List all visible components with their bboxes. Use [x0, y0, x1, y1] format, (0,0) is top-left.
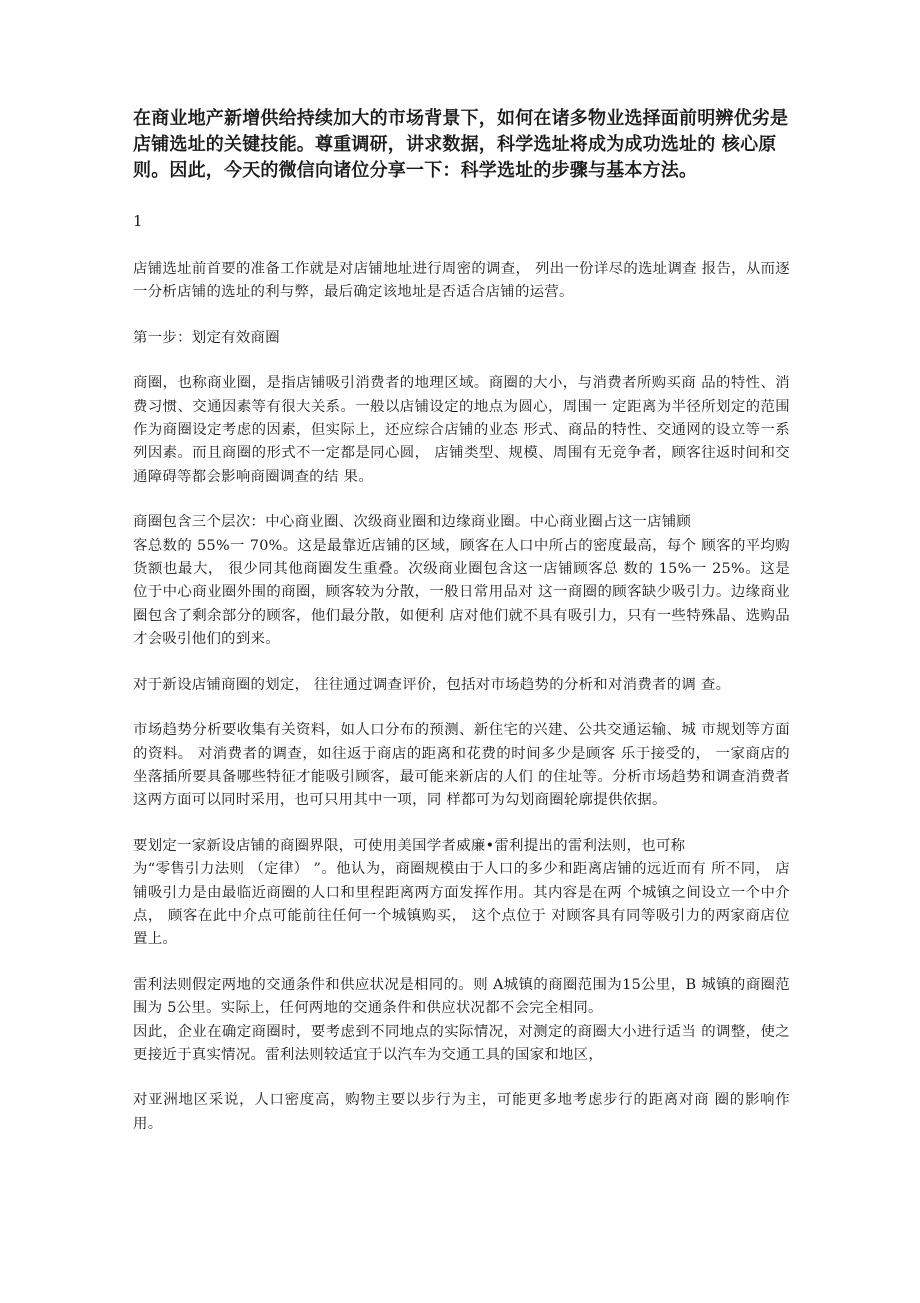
paragraph-trade-area-definition: 商圈，也称商业圈，是指店铺吸引消费者的地理区域。商圈的大小，与消费者所购买商 品的特性、消费习惯、交通因素等有很大关系。一般以店铺设定的地点为圆心，周围一 定距离为半径所划定的范围作为商圈设定考虑的因素，但实际上，还应综合店铺的业态 形式、商品的特性、交通网的设立等一系列因素。而且商圈的形式不一定都是同心圆， 店铺类型、规模、周围有无竞争者，顾客往返时间和交通障碍等都会影响商圈调查的结 果。 — [133, 375, 790, 485]
paragraph-three-levels-detail: 客总数的 55%一 70%。这是最靠近店铺的区域，顾客在人口中所占的密度最高，每个 顾客的平均购货额也最大， 很少同其他商圈发生重叠。次级商业圈包含这一店铺顾客总 数的 15%一 25%。这是位于中心商业圈外围的商圈，顾客较为分散，一般日常用品对 这一商圈的顾客缺少吸引力。边缘商业圈包含了剩余部分的顾客，他们最分散，如便利 店对他们就不具有吸引力，只有一些特殊晶、选购品才会吸引他们的到来。 — [133, 537, 790, 648]
paragraph-new-store-delineation: 对于新设店铺商圈的划定， 往往通过调查评价，包括对市场趋势的分析和对消费者的调 查。 — [133, 676, 731, 693]
paragraph-adjustment: 因此，企业在确定商圈时，要考虑到不同地点的实际情况，对测定的商圈大小进行适当 的调整，使之更接近于真实情况。雷利法则较适宜于以汽车为交通工具的国家和地区， — [133, 1023, 790, 1063]
paragraph-preparation: 店铺选址前首要的准备工作就是对店铺地址进行周密的调查， 列出一份详尽的选址调查 报告，从而逐一分析店铺的选址的利与弊，最后确定该地址是否适合店铺的运营。 — [133, 261, 790, 301]
paragraph-retail-gravitation-law: 为“零售引力法则 （定律） ”。他认为，商圈规模由于人口的多少和距离店铺的远近而有 所不同， 店铺吸引力是由最临近商圈的人口和里程距离两方面发挥作用。其内容是在两 个城镇之间设立一个中介点， 顾客在此中介点可能前往任何一个城镇购买， 这个点位于 对顾客具有同等吸引力的两家商店位置上。 — [133, 861, 790, 948]
paragraph-asia-note: 对亚洲地区采说，人口密度高，购物主要以步行为主，可能更多地考虑步行的距离对商 圈的影响作用。 — [133, 1092, 790, 1132]
step-one-title: 第一步：划定有效商圈 — [133, 329, 280, 346]
paragraph-reilly-assumptions: 雷利法则假定两地的交通条件和供应状况是相同的。则 A城镇的商圈范围为15公里，B 城镇的商圈范围为 5公里。实际上，任何两地的交通条件和供应状况都不会完全相同。 — [133, 976, 790, 1017]
intro-heading: 在商业地产新增供给持续加大的市场背景下，如何在诸多物业选择面前明辨优劣是店铺选址的关键技能。尊重调研，讲求数据，科学选址将成为成功选址的 核心原则。因此，今天的微信向诸位分享一下：科学选址的步骤与基本方法。 — [133, 108, 789, 181]
section-number: 1 — [133, 212, 143, 230]
document-body — [133, 106, 790, 1158]
paragraph-three-levels-intro: 商圈包含三个层次：中心商业圈、次级商业圈和边缘商业圈。中心商业圈占这一店铺顾 — [133, 514, 692, 531]
paragraph-market-trend-analysis: 市场趋势分析要收集有关资料，如人口分布的预测、新住宅的兴建、公共交通运输、城 市规划等方面的资料。 对消费者的调查，如往返于商店的距离和花费的时间多少是顾客 乐于接受的， 一家商店的坐落插所要具备哪些特征才能吸引顾客，最可能来新店的人们 的住址等。分析市场趋势和调查消费者这两方面可以同时采用，也可只用其中一项，同 样都可为勾划商圈轮廓提供依据。 — [133, 722, 790, 809]
paragraph-reilly-law-intro: 要划定一家新设店铺的商圈界限，可使用美国学者威廉•雷利提出的雷利法则，也可称 — [133, 837, 686, 854]
